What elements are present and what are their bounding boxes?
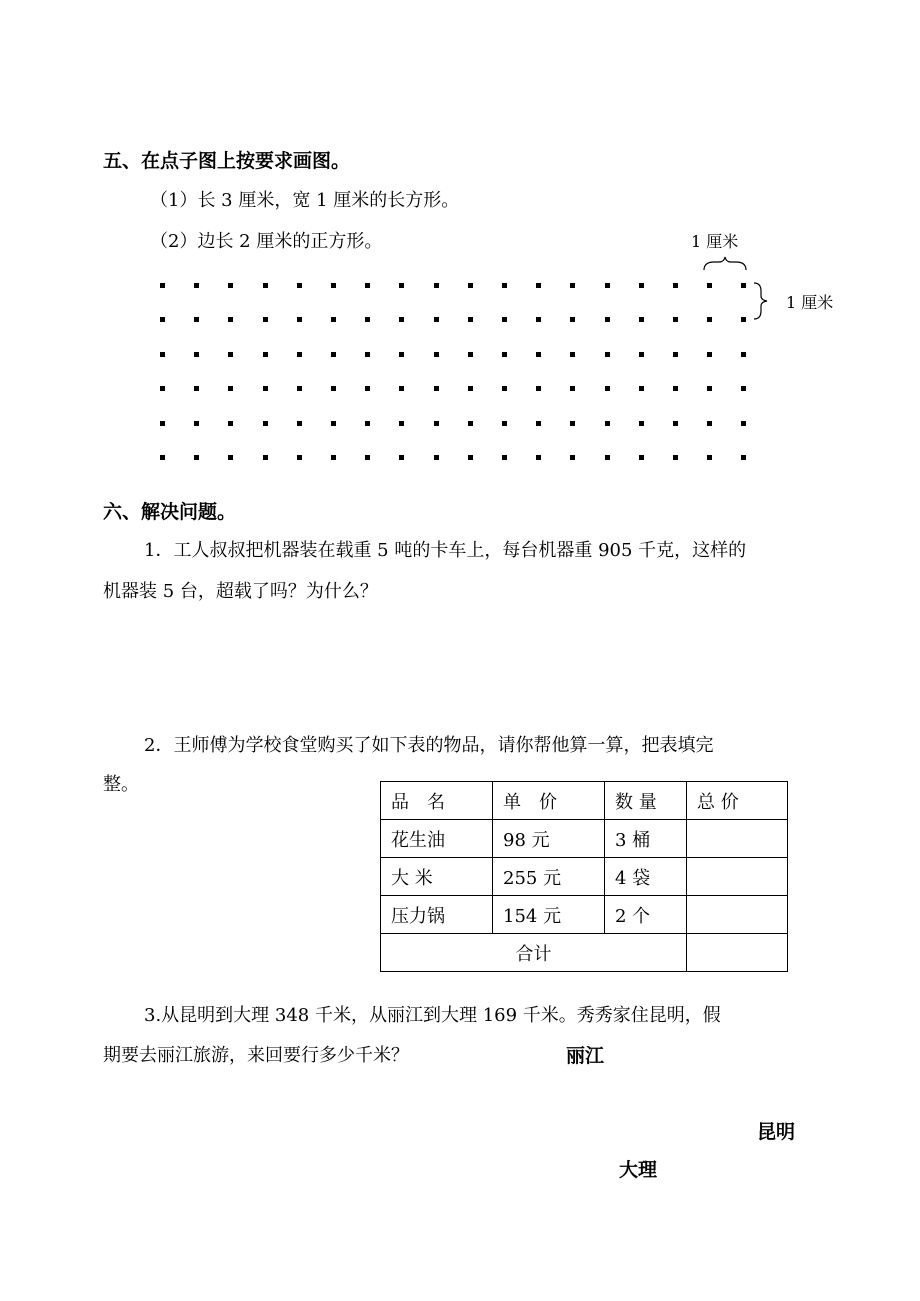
grid-dot[interactable] <box>194 455 199 460</box>
header-total-price: 总 价 <box>687 782 788 820</box>
grid-dot[interactable] <box>228 386 233 391</box>
grid-dot[interactable] <box>605 283 610 288</box>
grid-dot[interactable] <box>639 317 644 322</box>
cell-unit-price: 255 元 <box>493 858 605 896</box>
grid-dot[interactable] <box>194 421 199 426</box>
grid-dot[interactable] <box>707 386 712 391</box>
table-row <box>381 858 788 896</box>
cell-quantity: 3 桶 <box>605 820 687 858</box>
grid-dot[interactable] <box>365 352 370 357</box>
grid-dot[interactable] <box>228 421 233 426</box>
grid-dot[interactable] <box>605 386 610 391</box>
grid-dot[interactable] <box>741 317 746 322</box>
scale-vertical-label: 1 厘米 <box>786 293 834 312</box>
grid-dot[interactable] <box>160 455 165 460</box>
grid-dot[interactable] <box>468 283 473 288</box>
grid-dot[interactable] <box>263 317 268 322</box>
grid-dot[interactable] <box>160 317 165 322</box>
problem2-line2: 整。 <box>103 774 139 795</box>
place-lijiang: 丽江 <box>566 1045 605 1067</box>
problem1-line1: 1．工人叔叔把机器装在载重 5 吨的卡车上，每台机器重 905 千克，这样的 <box>144 540 747 561</box>
grid-dot[interactable] <box>434 421 439 426</box>
cell-item-name: 大 米 <box>381 858 493 896</box>
header-quantity: 数 量 <box>605 782 687 820</box>
header-item-name: 品 名 <box>381 782 493 820</box>
grid-dot[interactable] <box>707 421 712 426</box>
grid-dot[interactable] <box>673 455 678 460</box>
cell-quantity: 2 个 <box>605 896 687 934</box>
table-header-row <box>381 782 788 820</box>
grid-dot[interactable] <box>263 283 268 288</box>
grid-dot[interactable] <box>399 421 404 426</box>
grid-dot[interactable] <box>502 283 507 288</box>
grid-dot[interactable] <box>468 352 473 357</box>
dot-grid[interactable] <box>152 274 752 464</box>
grid-dot[interactable] <box>399 386 404 391</box>
vertical-brace-icon <box>752 281 770 321</box>
grid-dot[interactable] <box>297 455 302 460</box>
grid-dot[interactable] <box>297 283 302 288</box>
grid-dot[interactable] <box>707 317 712 322</box>
grid-dot[interactable] <box>536 317 541 322</box>
grid-dot[interactable] <box>194 283 199 288</box>
grid-dot[interactable] <box>605 455 610 460</box>
grid-dot[interactable] <box>331 352 336 357</box>
grid-dot[interactable] <box>263 352 268 357</box>
grid-dot[interactable] <box>673 386 678 391</box>
cell-unit-price: 154 元 <box>493 896 605 934</box>
grid-dot[interactable] <box>331 317 336 322</box>
grid-dot[interactable] <box>194 386 199 391</box>
section5-item-1: （1）长 3 厘米，宽 1 厘米的长方形。 <box>150 190 460 211</box>
grid-dot[interactable] <box>434 283 439 288</box>
cell-total-price-blank[interactable] <box>687 858 788 896</box>
grid-dot[interactable] <box>365 386 370 391</box>
grid-dot[interactable] <box>331 283 336 288</box>
grid-dot[interactable] <box>502 352 507 357</box>
grid-dot[interactable] <box>707 352 712 357</box>
grid-dot[interactable] <box>399 352 404 357</box>
grid-dot[interactable] <box>707 455 712 460</box>
grid-dot[interactable] <box>605 421 610 426</box>
grid-dot[interactable] <box>536 283 541 288</box>
grid-dot[interactable] <box>536 352 541 357</box>
cell-total-price-blank[interactable] <box>687 896 788 934</box>
grid-dot[interactable] <box>707 283 712 288</box>
problem3-line1: 3.从昆明到大理 348 千米，从丽江到大理 169 千米。秀秀家住昆明，假 <box>144 1005 721 1026</box>
problem3-line2: 期要去丽江旅游，来回要行多少千米？ <box>103 1045 409 1066</box>
grid-dot[interactable] <box>570 386 575 391</box>
grid-dot[interactable] <box>639 352 644 357</box>
cell-quantity: 4 袋 <box>605 858 687 896</box>
total-value-blank[interactable] <box>687 934 788 972</box>
grid-dot[interactable] <box>741 455 746 460</box>
horizontal-brace-icon <box>700 256 750 272</box>
grid-dot[interactable] <box>434 455 439 460</box>
grid-dot[interactable] <box>741 386 746 391</box>
grid-dot[interactable] <box>639 386 644 391</box>
grid-dot[interactable] <box>160 421 165 426</box>
section5-item-2: （2）边长 2 厘米的正方形。 <box>150 231 383 252</box>
grid-dot[interactable] <box>502 455 507 460</box>
grid-dot[interactable] <box>399 455 404 460</box>
grid-dot[interactable] <box>570 317 575 322</box>
problem1-line2: 机器装 5 台，超载了吗？为什么？ <box>103 581 378 602</box>
grid-dot[interactable] <box>570 421 575 426</box>
table-row <box>381 896 788 934</box>
grid-dot[interactable] <box>673 421 678 426</box>
grid-dot[interactable] <box>297 352 302 357</box>
grid-dot[interactable] <box>468 386 473 391</box>
grid-dot[interactable] <box>468 455 473 460</box>
grid-dot[interactable] <box>331 386 336 391</box>
grid-dot[interactable] <box>502 317 507 322</box>
grid-dot[interactable] <box>228 455 233 460</box>
grid-dot[interactable] <box>263 455 268 460</box>
cell-unit-price: 98 元 <box>493 820 605 858</box>
place-dali: 大理 <box>619 1159 658 1181</box>
grid-dot[interactable] <box>434 352 439 357</box>
grid-dot[interactable] <box>297 421 302 426</box>
grid-dot[interactable] <box>605 352 610 357</box>
grid-dot[interactable] <box>673 352 678 357</box>
grid-dot[interactable] <box>536 421 541 426</box>
cell-total-price-blank[interactable] <box>687 820 788 858</box>
grid-dot[interactable] <box>331 455 336 460</box>
grid-dot[interactable] <box>399 317 404 322</box>
grid-dot[interactable] <box>673 283 678 288</box>
cell-item-name: 花生油 <box>381 820 493 858</box>
grid-dot[interactable] <box>331 421 336 426</box>
grid-dot[interactable] <box>639 283 644 288</box>
grid-dot[interactable] <box>228 283 233 288</box>
grid-dot[interactable] <box>536 455 541 460</box>
grid-dot[interactable] <box>228 352 233 357</box>
grid-dot[interactable] <box>502 386 507 391</box>
grid-dot[interactable] <box>365 421 370 426</box>
grid-dot[interactable] <box>263 386 268 391</box>
grid-dot[interactable] <box>399 283 404 288</box>
grid-dot[interactable] <box>365 283 370 288</box>
section6-heading: 六、解决问题。 <box>103 501 237 523</box>
grid-dot[interactable] <box>741 283 746 288</box>
grid-dot[interactable] <box>297 386 302 391</box>
grid-dot[interactable] <box>536 386 541 391</box>
scale-horizontal-label: 1 厘米 <box>691 232 739 251</box>
header-unit-price: 单 价 <box>493 782 605 820</box>
grid-dot[interactable] <box>570 283 575 288</box>
grid-dot[interactable] <box>434 386 439 391</box>
grid-dot[interactable] <box>570 455 575 460</box>
problem2-line1: 2．王师傅为学校食堂购买了如下表的物品，请你帮他算一算，把表填完 <box>144 735 714 756</box>
grid-dot[interactable] <box>365 317 370 322</box>
section5-heading: 五、在点子图上按要求画图。 <box>103 150 351 172</box>
total-label: 合计 <box>381 934 687 972</box>
cell-item-name: 压力锅 <box>381 896 493 934</box>
grid-dot[interactable] <box>741 352 746 357</box>
grid-dot[interactable] <box>365 455 370 460</box>
grid-dot[interactable] <box>502 421 507 426</box>
grid-dot[interactable] <box>468 421 473 426</box>
grid-dot[interactable] <box>468 317 473 322</box>
grid-dot[interactable] <box>434 317 439 322</box>
grid-dot[interactable] <box>639 421 644 426</box>
grid-dot[interactable] <box>228 317 233 322</box>
grid-dot[interactable] <box>194 317 199 322</box>
grid-dot[interactable] <box>570 352 575 357</box>
grid-dot[interactable] <box>160 283 165 288</box>
grid-dot[interactable] <box>297 317 302 322</box>
purchase-table <box>380 781 788 972</box>
grid-dot[interactable] <box>639 455 644 460</box>
grid-dot[interactable] <box>673 317 678 322</box>
place-kunming: 昆明 <box>757 1121 796 1143</box>
grid-dot[interactable] <box>741 421 746 426</box>
grid-dot[interactable] <box>263 421 268 426</box>
grid-dot[interactable] <box>194 352 199 357</box>
table-total-row <box>381 934 788 972</box>
grid-dot[interactable] <box>160 386 165 391</box>
grid-dot[interactable] <box>605 317 610 322</box>
table-row <box>381 820 788 858</box>
grid-dot[interactable] <box>160 352 165 357</box>
